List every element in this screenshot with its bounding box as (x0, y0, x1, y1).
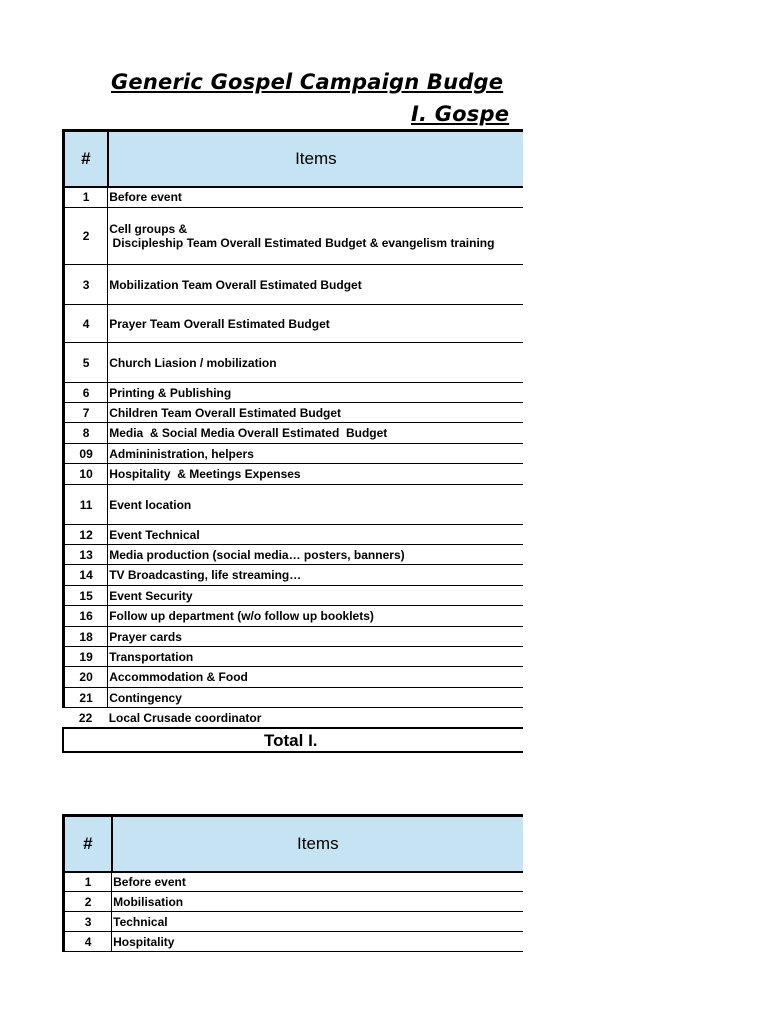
row-number: 16 (64, 606, 108, 627)
table-row (64, 305, 524, 343)
row-item: Hospitality (112, 932, 523, 952)
row-number: 20 (64, 667, 108, 688)
table-row (64, 444, 524, 464)
row-item: TV Broadcasting, life streaming… (108, 565, 523, 586)
row-item: Mobilization Team Overall Estimated Budget (108, 265, 523, 305)
row-item: Contingency (108, 688, 523, 708)
table-row (64, 343, 524, 383)
table-row (64, 464, 524, 485)
row-item: Technical (112, 912, 523, 932)
table-row (64, 423, 524, 444)
row-number: 2 (64, 208, 108, 265)
row-item: Before event (112, 872, 523, 892)
row-item: Transportation (108, 647, 523, 667)
table-row (64, 485, 524, 525)
table-row (64, 647, 524, 667)
table-row (64, 606, 524, 627)
row-item: Media & Social Media Overall Estimated Budget (108, 423, 523, 444)
document-title: Generic Gospel Campaign Budge (111, 70, 504, 94)
row-item: Follow up department (w/o follow up booklets) (108, 606, 523, 627)
row-number: 3 (64, 912, 112, 932)
row-number: 22 (78, 710, 93, 725)
table-row (64, 872, 524, 892)
row-item: Local Crusade coordinator (108, 710, 262, 725)
row-number: 11 (64, 485, 108, 525)
row-item: Event Technical (108, 525, 523, 545)
row-item: Accommodation & Food (108, 667, 523, 688)
section-title: I. Gospe (411, 102, 510, 126)
column-header-number: # (64, 816, 112, 872)
table-row (64, 403, 524, 423)
row-number: 09 (64, 444, 108, 464)
table-row (64, 545, 524, 565)
total-label: Total I. (264, 731, 318, 750)
total-row (62, 727, 523, 753)
budget-table-1 (62, 129, 523, 728)
row-number: 15 (64, 586, 108, 606)
row-number: 18 (64, 627, 108, 647)
table-row (64, 688, 524, 708)
budget-table-2 (62, 814, 523, 952)
row-item: Hospitality & Meetings Expenses (108, 464, 523, 485)
row-item: Event Security (108, 586, 523, 606)
row-number: 1 (64, 187, 108, 208)
table-row (64, 265, 524, 305)
row-item: Mobilisation (112, 892, 523, 912)
row-item: Prayer Team Overall Estimated Budget (108, 305, 523, 343)
row-number: 4 (64, 305, 108, 343)
table-row (64, 667, 524, 688)
row-number: 3 (64, 265, 108, 305)
table-row (64, 565, 524, 586)
table-row (64, 208, 524, 265)
table-row (64, 708, 524, 728)
row-item: Admininistration, helpers (108, 444, 523, 464)
row-number: 6 (64, 383, 108, 403)
row-number: 19 (64, 647, 108, 667)
table-row (64, 525, 524, 545)
row-item: Children Team Overall Estimated Budget (108, 403, 523, 423)
row-item: Church Liasion / mobilization (108, 343, 523, 383)
row-item: Media production (social media… posters, banners) (108, 545, 523, 565)
row-item: Prayer cards (108, 627, 523, 647)
table-row (64, 627, 524, 647)
column-header-number: # (64, 131, 108, 187)
table-row (64, 892, 524, 912)
row-item: Cell groups & Discipleship Team Overall Estimated Budget & evangelism training (108, 208, 523, 265)
row-item: Printing & Publishing (108, 383, 523, 403)
row-number: 21 (64, 688, 108, 708)
row-number: 4 (64, 932, 112, 952)
row-number: 13 (64, 545, 108, 565)
row-number: 12 (64, 525, 108, 545)
table-row (64, 912, 524, 932)
column-header-items: Items (108, 131, 523, 187)
row-item: Before event (108, 187, 523, 208)
table-row (64, 586, 524, 606)
row-number: 10 (64, 464, 108, 485)
table-row (64, 383, 524, 403)
row-number: 14 (64, 565, 108, 586)
row-number: 1 (64, 872, 112, 892)
column-header-items: Items (112, 816, 523, 872)
row-number: 5 (64, 343, 108, 383)
row-number: 7 (64, 403, 108, 423)
row-number: 2 (64, 892, 112, 912)
row-number: 8 (64, 423, 108, 444)
table-row (64, 932, 524, 952)
row-item: Event location (108, 485, 523, 525)
table-row (64, 187, 524, 208)
